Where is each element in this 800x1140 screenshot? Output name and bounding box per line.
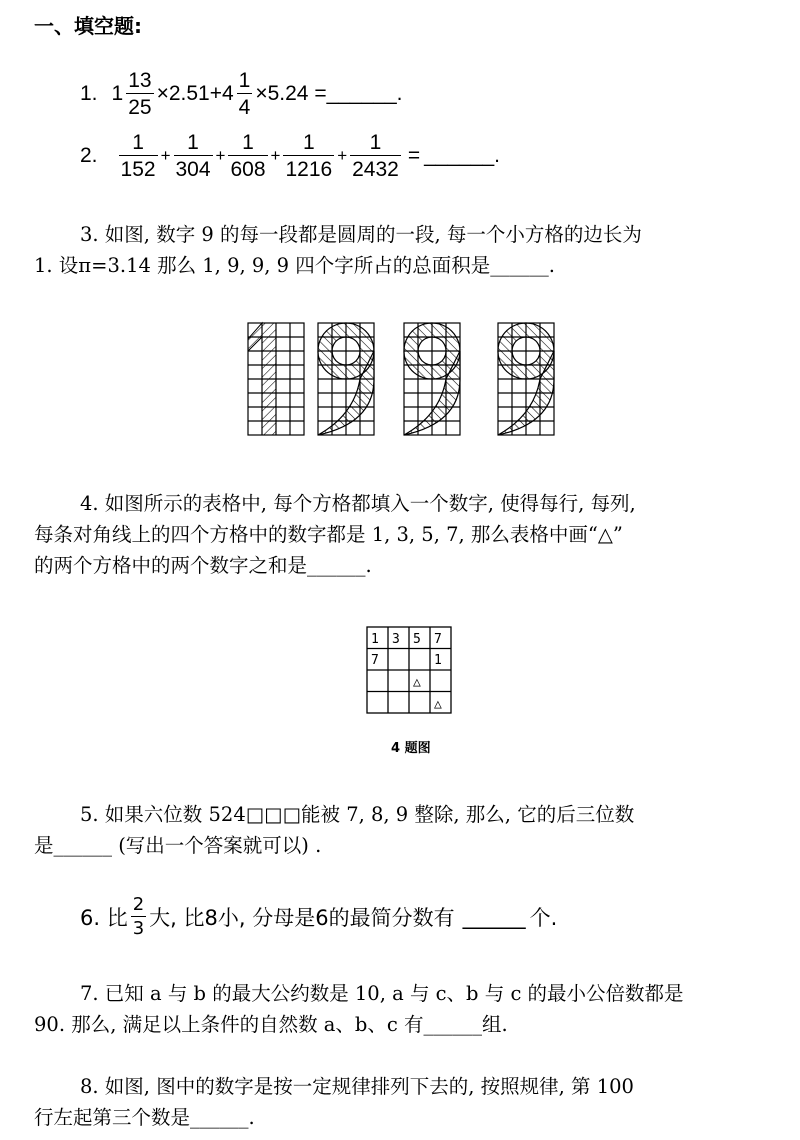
fraction: $\frac{1}{1216}$ [285,131,333,181]
grid-cell: 7 [371,653,379,668]
question-8: 8. 如图, 图中的数字是按一定规律排列下去的, 按照规律, 第 100 行左起第三个数是______. [34,1075,634,1129]
fraction-1-4: $\frac{1}{4}$ [238,69,251,119]
question-4: 4. 如图所示的表格中, 每个方格都填入一个数字, 使得每行, 每列, 每条对角线上的四个方格中的数字都是 1, 3, 5, 7, 那么表格中画“△” 的两个方格中的两个数字之和是______. [34,492,636,577]
digit-1 [248,323,304,435]
fraction-13-25: $\frac{13}{25}$ [128,69,152,119]
section-title: 一、填空题: [34,14,142,38]
question-5: 5. 如果六位数 524□□□能被 7, 8, 9 整除, 那么, 它的后三位数 是______ (写出一个答案就可以) . [34,803,635,857]
digit-9 [318,323,374,435]
fraction: $\frac{1}{2432}$ [352,131,399,181]
figure-caption: 4 题图 [391,741,431,756]
question-1-number: 1. [80,82,98,105]
triangle-icon: △ [434,697,442,712]
magic-square-grid [366,626,454,718]
digit-9 [404,323,460,435]
question-2-number: 2. [80,144,98,167]
question-1: 1. 1 $\frac{13}{25}$ ×2.51+4 $\frac{1}{4}$ ×5.24 = ______. [80,69,403,119]
question-6: 6. 比 $\frac{2}{3}$ 大, 比8小, 分母是6的最简分数有 ______ 个. [80,894,558,939]
mixed-number-1: 1 $\frac{13}{25}$ [111,69,152,119]
question-3: 3. 如图, 数字 9 的每一段都是圆周的一段, 每一个小方格的边长为 1. 设π=3.14 那么 1, 9, 9, 9 四个字所占的总面积是______. [34,223,642,277]
fraction: $\frac{1}{152}$ [120,131,156,181]
answer-blank: ______. [326,82,403,105]
fraction: $\frac{1}{304}$ [175,131,211,181]
grid-cell: 7 [434,632,442,647]
grid-cell: 1 [371,632,379,647]
fraction-2-3: $\frac{2}{3}$ [132,894,145,939]
answer-blank: ______. [424,144,501,167]
grid-cell: 5 [413,632,421,647]
question-7: 7. 已知 a 与 b 的最大公约数是 10, a 与 c、b 与 c 的最小公倍数都是 90. 那么, 满足以上条件的自然数 a、b、c 有______组. [34,982,684,1036]
fraction: $\frac{1}{608}$ [230,131,266,181]
grid-cell: 3 [392,632,400,647]
answer-blank: ______ [462,905,526,929]
question-2: 2. $\frac{1}{152}$ + $\frac{1}{304}$ + $\frac{1}{608}$ + $\frac{1}{1216}$ + $\frac{1}{2432}$ = ______. [80,131,501,181]
triangle-icon: △ [413,675,421,690]
digits-1999-figure [240,318,585,442]
digit-9 [498,323,554,435]
grid-cell: 1 [434,653,442,668]
